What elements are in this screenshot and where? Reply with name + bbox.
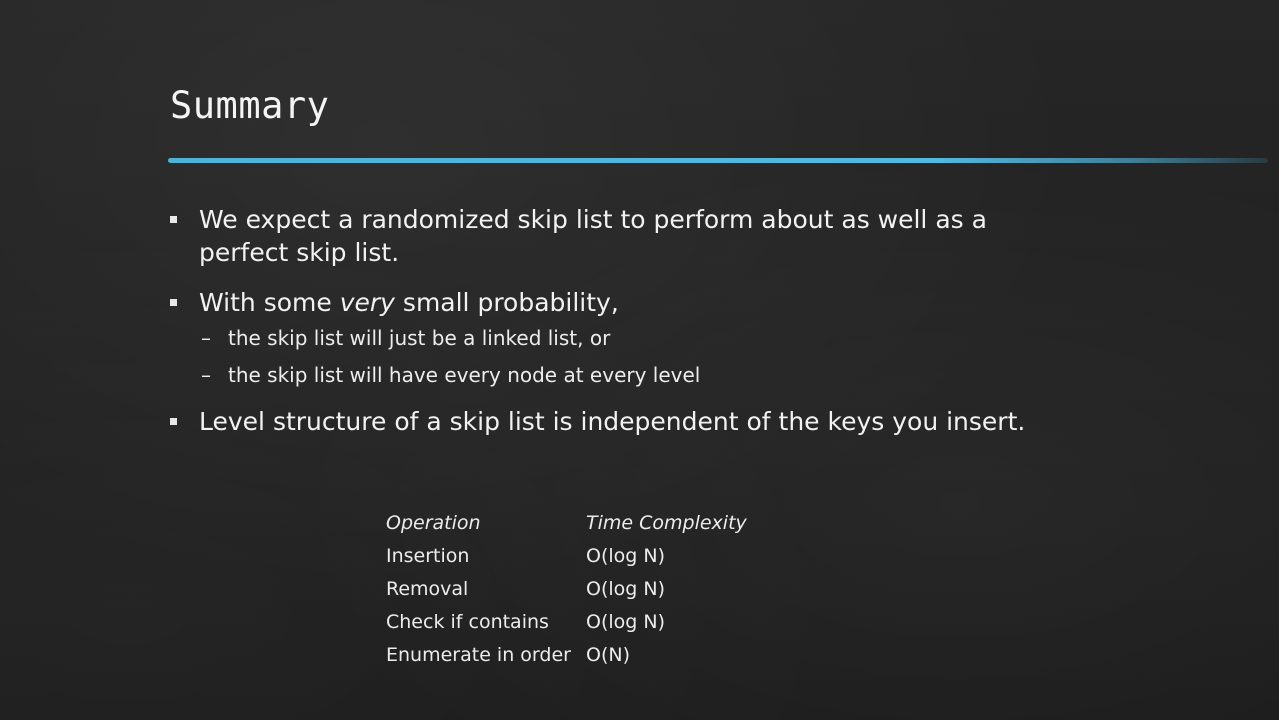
table-row — [386, 638, 786, 671]
table-header-row — [386, 506, 786, 539]
operation-cell: Removal — [386, 577, 469, 600]
complexity-cell: O(N) — [586, 643, 630, 666]
bullet-text-emphasis: very — [339, 288, 395, 317]
operation-cell: Check if contains — [386, 610, 549, 633]
complexity-cell: O(log N) — [586, 577, 665, 600]
complexity-cell: O(log N) — [586, 544, 665, 567]
complexity-table — [386, 506, 786, 671]
bullet-text-part: With some — [199, 288, 340, 317]
sub-bullet-text: the skip list will have every node at every level — [228, 363, 701, 387]
slide-title: Summary — [170, 84, 330, 127]
sub-bullet-item — [199, 325, 1070, 351]
square-bullet-icon — [170, 216, 177, 223]
sub-bullet-item — [199, 362, 1070, 388]
bullet-item — [170, 405, 1070, 438]
sub-bullet-list — [199, 325, 1070, 388]
bullet-item — [170, 286, 1070, 388]
column-header-time-complexity: Time Complexity — [586, 511, 747, 534]
bullet-item — [170, 203, 1070, 269]
table-row — [386, 605, 786, 638]
operation-cell: Enumerate in order — [386, 643, 571, 666]
square-bullet-icon — [170, 299, 177, 306]
table-row — [386, 539, 786, 572]
square-bullet-icon — [170, 418, 177, 425]
dash-bullet-icon: – — [201, 326, 211, 350]
bullet-list — [170, 203, 1070, 438]
title-underline — [168, 158, 1268, 163]
complexity-cell: O(log N) — [586, 610, 665, 633]
bullet-text-part: small probability, — [394, 288, 619, 317]
bullet-text: Level structure of a skip list is independent of the keys you insert. — [199, 407, 1026, 436]
table-row — [386, 572, 786, 605]
column-header-operation: Operation — [386, 511, 481, 534]
bullet-text — [199, 288, 619, 317]
sub-bullet-text: the skip list will just be a linked list, or — [228, 326, 611, 350]
operation-cell: Insertion — [386, 544, 470, 567]
dash-bullet-icon: – — [201, 363, 211, 387]
bullet-text: We expect a randomized skip list to perform about as well as a perfect skip list. — [199, 205, 987, 267]
